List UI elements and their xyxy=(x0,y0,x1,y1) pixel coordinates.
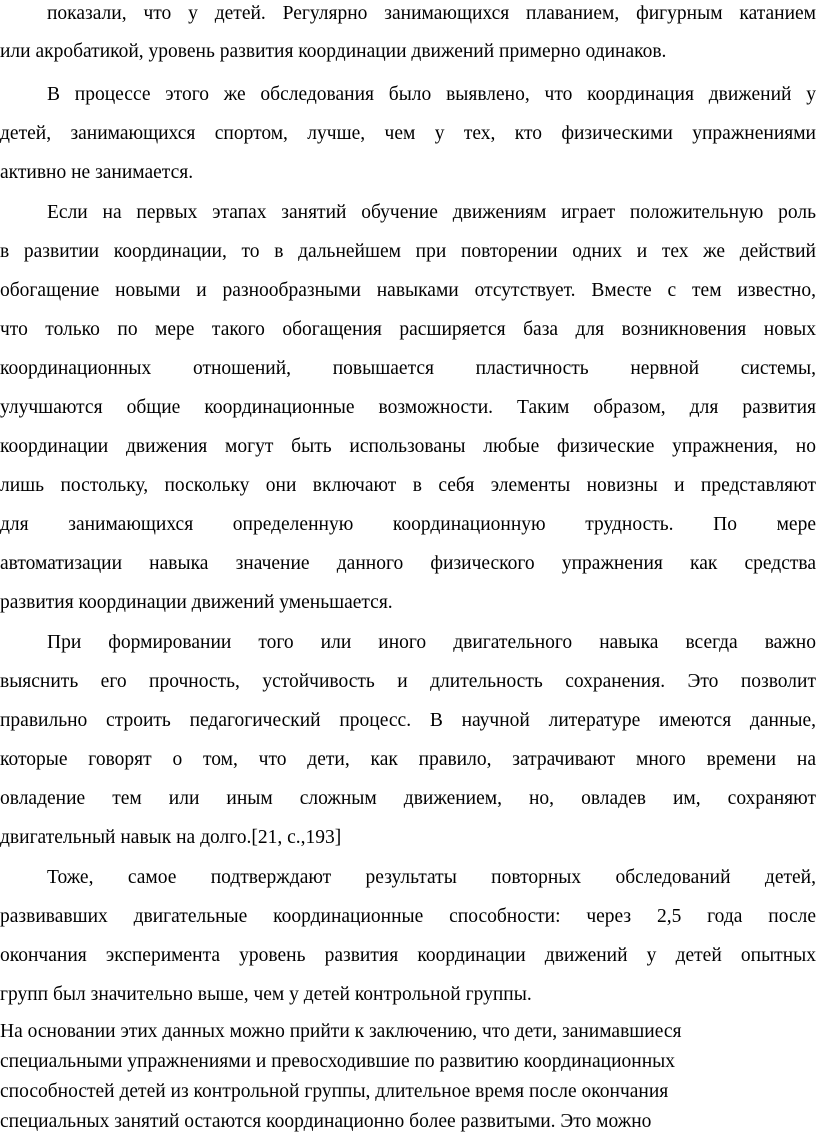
text-line: в развитии координации, то в дальнейшем при повторении одних и тех же действий xyxy=(0,241,816,262)
text-line: развития координации движений уменьшается. xyxy=(0,592,393,613)
text-line: групп был значительно выше, чем у детей контрольной группы. xyxy=(0,984,532,1005)
text-line: специальными упражнениями и превосходившие по развитию координационных xyxy=(0,1051,675,1072)
text-line: На основании этих данных можно прийти к заключению, что дети, занимавшиеся xyxy=(0,1021,682,1042)
text-line: выяснить его прочность, устойчивость и длительность сохранения. Это позволит xyxy=(0,671,816,692)
text-line: обогащение новыми и разнообразными навыками отсутствует. Вместе с тем известно, xyxy=(0,280,816,301)
text-line: координации движения могут быть использованы любые физические упражнения, но xyxy=(0,436,816,457)
text-line: для занимающихся определенную координационную трудность. По мере xyxy=(0,514,816,535)
text-line: которые говорят о том, что дети, как правило, затрачивают много времени на xyxy=(0,749,816,770)
text-line: В процессе этого же обследования было выявлено, что координация движений у xyxy=(47,84,816,105)
text-line: способностей детей из контрольной группы, длительное время после окончания xyxy=(0,1081,669,1102)
text-line: правильно строить педагогический процесс. В научной литературе имеются данные, xyxy=(0,710,816,731)
text-line: Если на первых этапах занятий обучение движениям играет положительную роль xyxy=(47,202,816,223)
text-line: лишь постольку, поскольку они включают в себя элементы новизны и представляют xyxy=(0,475,816,496)
text-line: показали, что у детей. Регулярно занимающихся плаванием, фигурным катанием xyxy=(47,3,816,24)
text-line: окончания эксперимента уровень развития координации движений у детей опытных xyxy=(0,945,816,966)
text-line: Тоже, самое подтверждают результаты повторных обследований детей, xyxy=(47,867,816,888)
text-line: что только по мере такого обогащения расширяется база для возникновения новых xyxy=(0,319,816,340)
text-line: автоматизации навыка значение данного физического упражнения как средства xyxy=(0,553,816,574)
text-line: специальных занятий остаются координационно более развитыми. Это можно xyxy=(0,1111,652,1132)
text-line: овладение тем или иным сложным движением, но, овладев им, сохраняют xyxy=(0,788,816,809)
text-line: При формировании того или иного двигательного навыка всегда важно xyxy=(47,632,816,653)
text-line: активно не занимается. xyxy=(0,162,194,183)
text-line: двигательный навык на долго.[21, с.,193] xyxy=(0,827,342,848)
text-line: развивавших двигательные координационные способности: через 2,5 года после xyxy=(0,906,816,927)
text-line: или акробатикой, уровень развития координации движений примерно одинаков. xyxy=(0,41,667,62)
text-line: координационных отношений, повышается пластичность нервной системы, xyxy=(0,358,816,379)
text-line: детей, занимающихся спортом, лучше, чем у тех, кто физическими упражнениями xyxy=(0,123,816,144)
text-line: улучшаются общие координационные возможности. Таким образом, для развития xyxy=(0,397,816,418)
